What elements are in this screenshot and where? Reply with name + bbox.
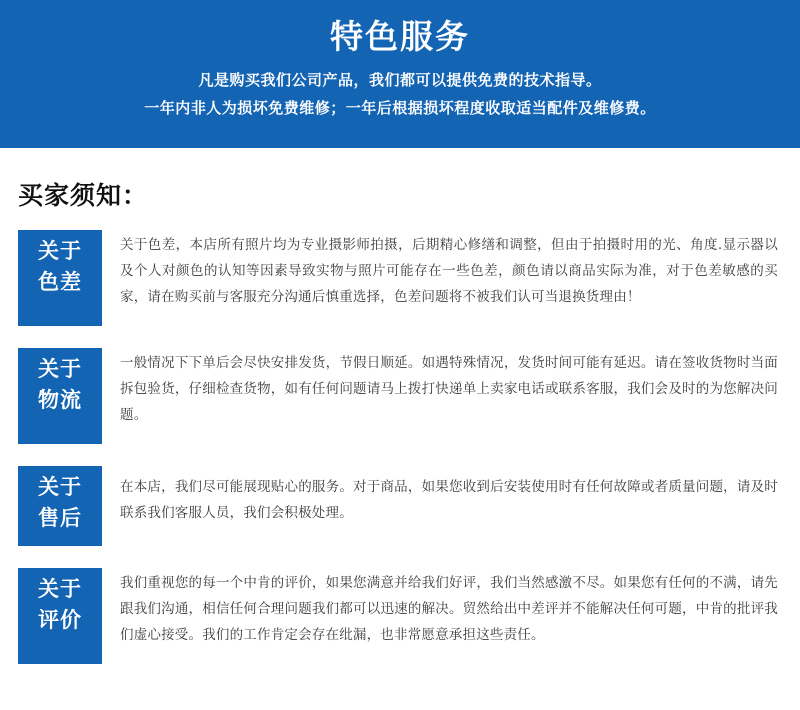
notice-row-reviews: [0, 568, 800, 664]
feature-service-banner: [0, 0, 800, 148]
notice-tag-color-difference: [18, 230, 102, 326]
notice-tag-line-1: 关于: [38, 577, 82, 601]
notice-text-after-sales: 在本店，我们尽可能展现贴心的服务。对于商品，如果您收到后安装使用时有任何故障或者质量问题，请及时联系我们客服人员，我们会积极处理。: [120, 479, 778, 521]
notice-tag-line-2: 评价: [38, 608, 82, 632]
notice-tag-line-1: 关于: [38, 357, 82, 381]
banner-line-1: 凡是购买我们公司产品，我们都可以提供免费的技术指导。: [198, 71, 602, 89]
notice-tag-after-sales: [18, 466, 102, 546]
notice-tag-logistics: [18, 348, 102, 444]
notice-row-logistics: [0, 348, 800, 444]
buyer-notice-heading: 买家须知：: [18, 181, 149, 210]
notice-text-color-difference: 关于色差，本店所有照片均为专业摄影师拍摄，后期精心修缮和调整，但由于拍摄时用的光、角度.显示器以及个人对颜色的认知等因素导致实物与照片可能存在一些色差，颜色请以商品实际为准，对于色差敏感的买家，请在购买前与客服充分沟通后慎重选择，色差问题将不被我们认可当退换货理由！: [120, 237, 778, 305]
notice-tag-line-2: 色差: [38, 270, 82, 294]
notice-text-reviews: 我们重视您的每一个中肯的评价，如果您满意并给我们好评，我们当然感激不尽。如果您有任何的不满，请先跟我们沟通，相信任何合理问题我们都可以迅速的解决。贸然给出中差评并不能解决任何可题，中肯的批评我们虚心接受。我们的工作肯定会存在纰漏，也非常愿意承担这些责任。: [120, 575, 778, 643]
buyer-notice-list: [0, 230, 800, 664]
notice-row-color-difference: [0, 230, 800, 326]
notice-tag-line-1: 关于: [38, 239, 82, 263]
notice-tag-line-2: 售后: [38, 506, 82, 530]
notice-tag-reviews: [18, 568, 102, 664]
notice-row-after-sales: [0, 466, 800, 546]
banner-line-2: 一年内非人为损坏免费维修；一年后根据损坏程度收取适当配件及维修费。: [144, 99, 656, 117]
notice-text-logistics: 一般情况下下单后会尽快安排发货，节假日顺延。如遇特殊情况，发货时间可能有延迟。请在签收货物时当面拆包验货，仔细检查货物，如有任何问题请马上拨打快递单上卖家电话或联系客服，我们会及时的为您解决问题。: [120, 355, 778, 423]
banner-subtitle-group: [0, 66, 800, 122]
banner-title: 特色服务: [330, 17, 470, 56]
notice-tag-line-2: 物流: [38, 388, 82, 412]
notice-tag-line-1: 关于: [38, 475, 82, 499]
